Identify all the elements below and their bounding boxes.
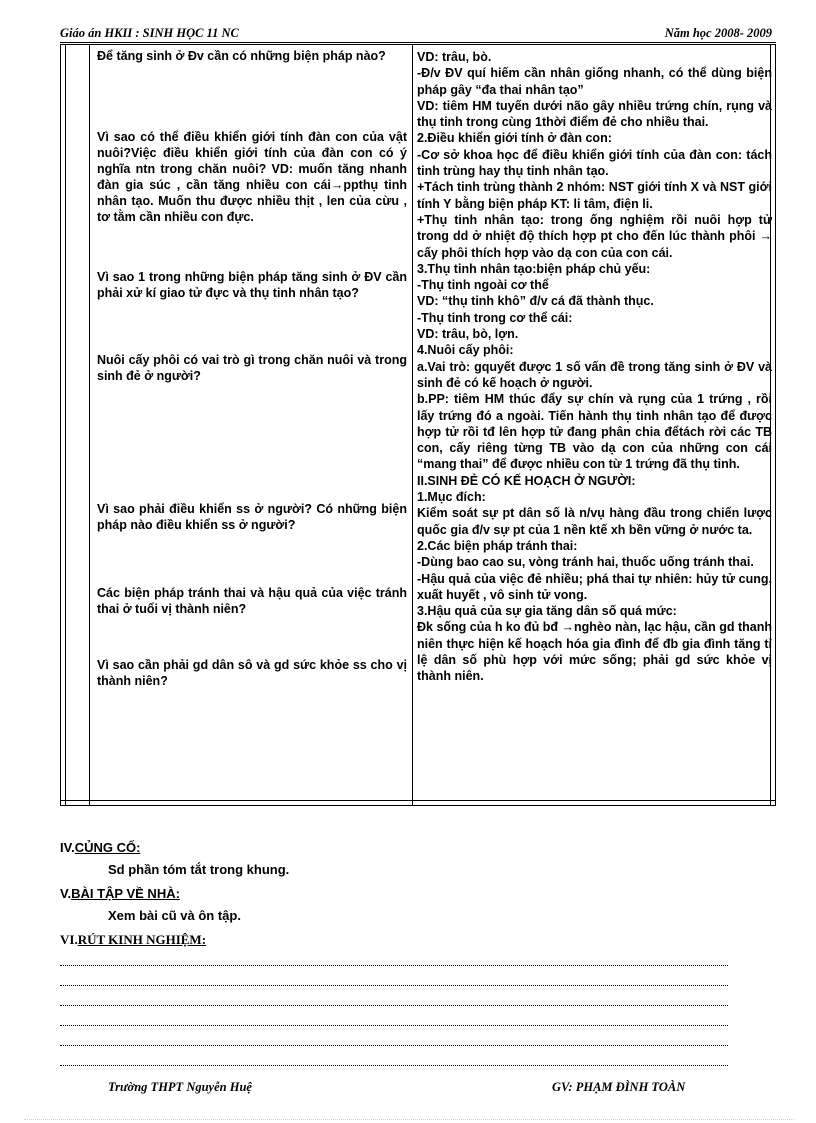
answer-line: -Dùng bao cao su, vòng tránh hai, thuốc uống tránh thai. [417, 555, 754, 570]
section-text: Xem bài cũ và ôn tập. [108, 908, 241, 923]
section-title: RÚT KINH NGHIỆM: [77, 932, 207, 947]
answer-line: VD: trâu, bò. [417, 50, 492, 64]
section-number: IV. [60, 840, 75, 855]
question-item: Nuôi cấy phôi có vai trò gì trong chăn nuôi và trong sinh đẻ ở người? [97, 353, 407, 383]
answer-line: 1.Mục đích: [417, 490, 486, 505]
answer-column [417, 49, 772, 685]
section-title: BÀI TẬP VỀ NHÀ: [71, 886, 180, 901]
header-rule [60, 42, 776, 43]
answer-line: a.Vai trò: gquyết được 1 số vấn đề trong tăng sinh ở ĐV và sinh đẻ có kế hoạch ở người. [417, 359, 772, 390]
answer-line: +Tách tinh trùng thành 2 nhóm: NST giới tính X và NST giới tính Y bằng biện pháp KT: li tâm, điện li. [417, 180, 772, 211]
footer-school: Trường THPT Nguyễn Huệ [108, 1080, 252, 1094]
column-divider [412, 45, 413, 805]
question-item: Các biện pháp tránh thai và hậu quả của việc tránh thai ở tuổi vị thành niên? [97, 586, 407, 616]
answer-line: -Đ/v ĐV quí hiếm cần nhân giống nhanh, có thể dùng biện pháp gây “đa thai nhân tạo” [417, 66, 772, 97]
dotted-line [60, 1025, 728, 1026]
answer-line: 3.Hậu quả của sự gia tăng dân số quá mức: [417, 604, 677, 619]
section-heading [60, 932, 206, 948]
page-edge [24, 1119, 794, 1120]
answer-line: 3.Thụ tinh nhân tạo:biện pháp chủ yếu: [417, 261, 651, 276]
question-item: Vì sao 1 trong những biện pháp tăng sinh ở ĐV cần phải xử kí giao tử đực và thụ tinh nhân tạo? [97, 270, 407, 300]
dotted-line [60, 1065, 728, 1066]
table-border [61, 800, 775, 801]
header-left: Giáo án HKII : SINH HỌC 11 NC [60, 26, 239, 40]
dotted-line [60, 965, 728, 966]
page-header [60, 26, 772, 42]
answer-line: VD: tiêm HM tuyến dưới não gây nhiều trứng chín, rụng và thụ tinh trong cùng 1thời điểm đẻ cho nhiều thai. [417, 98, 772, 130]
answer-line: Đk sống của h ko đủ bđ →nghèo nàn, lạc hậu, cần gd thanh niên thực hiện kế hoạch hóa gia đình để đb gia đình tăng tỉ lệ dân số phù hợp với mức sống; phải gd sức khỏe vị thành niên. [417, 620, 772, 684]
answer-line: 2.Các biện pháp tránh thai: [417, 538, 578, 553]
answer-line: +Thụ tinh nhân tạo: trong ống nghiệm rồi nuôi hợp tử trong dd ở nhiệt độ thích hợp pt cho đến lúc thành phôi → cấy phôi thích hợp vào dạ con của con cái. [417, 212, 772, 260]
dotted-line [60, 985, 728, 986]
answer-line: -Cơ sở khoa học để điều khiển giới tính của đàn con: tách tinh trùng hay thụ tinh nhân tạo. [417, 147, 772, 179]
lesson-table [60, 44, 776, 806]
answer-line: b.PP: tiêm HM thúc đẩy sự chín và rụng của 1 trứng , rồi lấy trứng đó a ngoài. Tiến hành thụ tinh nhân tạo để được hợp tử rồi tđ lên hợp tử đang phân chia đểtách rời các TB con, cấy riêng từng TB vào dạ con của những con cái “mang thai” để được nhiều con từ 1 trứng đã thụ tinh. [417, 392, 772, 472]
question-item: Vì sao phải điều khiển ss ở người? Có những biện pháp nào điều khiển ss ở người? [97, 502, 407, 532]
header-right: Năm học 2008- 2009 [664, 26, 772, 40]
section-text: Sd phần tóm tắt trong khung. [108, 862, 290, 877]
question-item: Vì sao có thể điều khiển giới tính đàn con của vật nuôi?Việc điều khiển giới tính của đàn con có ý nghĩa ntn trong chăn nuôi? VD: muốn tăng nhanh đàn gia súc , cần tăng nhiều con cái→ppthụ tinh nhân tạo. Muốn thu được nhiều thịt , len của cừu , tơ tằm cần nhiều con đực. [97, 130, 407, 224]
answer-line: -Thụ tinh ngoài cơ thể [417, 278, 549, 293]
answer-line: 4.Nuôi cấy phôi: [417, 343, 514, 358]
dotted-line [60, 1045, 728, 1046]
question-item: Để tăng sinh ở Đv cần có những biện pháp nào? [97, 49, 386, 63]
question-item: Vì sao cần phải gd dân sô và gd sức khỏe ss cho vị thành niên? [97, 658, 407, 688]
answer-line: 2.Điều khiển giới tính ở đàn con: [417, 131, 612, 146]
table-border [65, 45, 66, 805]
section-number: V. [60, 886, 72, 901]
answer-line: -Hậu quả của việc đẻ nhiều; phá thai tự nhiên: hủy tử cung, xuất huyết , vô sinh tử vong. [417, 571, 772, 602]
answer-line: II.SINH ĐẺ CÓ KẾ HOẠCH Ở NGƯỜI: [417, 473, 636, 488]
section-title: CỦNG CỐ: [74, 840, 141, 855]
answer-line: VD: “thụ tinh khô” đ/v cá đã thành thục. [417, 294, 654, 309]
section-number: VI. [60, 932, 78, 947]
section-heading [60, 886, 180, 901]
section-heading [60, 840, 140, 855]
footer-teacher: GV: PHẠM ĐÌNH TOÀN [552, 1080, 686, 1094]
answer-line: VD: trâu, bò, lợn. [417, 327, 519, 342]
answer-line: Kiểm soát sự pt dân số là n/vụ hàng đầu trong chiến lược quốc gia đ/v sự pt của 1 nền ktế xh bền vững ở nước ta. [417, 506, 772, 537]
dotted-line [60, 1005, 728, 1006]
column-divider [89, 45, 90, 805]
answer-line: -Thụ tinh trong cơ thể cái: [417, 310, 573, 325]
